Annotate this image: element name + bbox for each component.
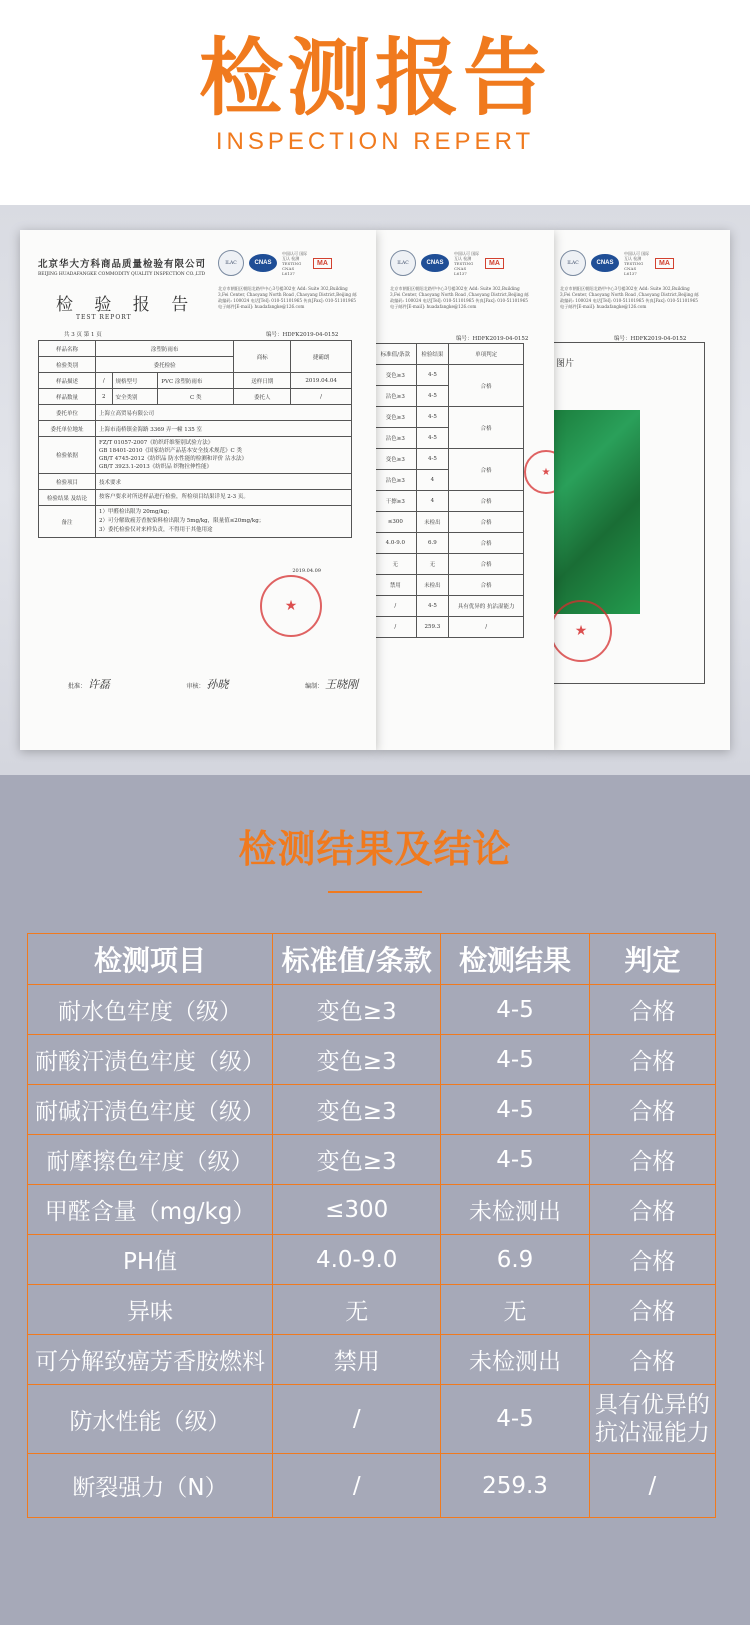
accreditation-note: 中国认可 国际互认 检测 TESTING CNAS L6137 xyxy=(282,250,308,276)
field-value: 2019.04.04 xyxy=(291,373,352,389)
field-value: 上海市南桥镇金海路 3369 弄一幢 135 室 xyxy=(96,421,352,437)
field-label: 样品描述 xyxy=(39,373,96,389)
table-cell: 合格 xyxy=(449,491,524,512)
lab-address: 北京市朝阳区朝阳北路甲中心3号楼302室 Add: Suite 302,Building 3,Fei Center, Chaoyang North Road ,Chaoyang District,Beijing 邮政编码: 100024 电话[Tel]: 010-51101965 传真[Fax]: 010-51101965 电子邮件[E-mail]: huadafangke@126.com xyxy=(560,286,699,309)
field-label: 委托单位 xyxy=(39,405,96,421)
table-row xyxy=(28,1135,716,1185)
field-value: / xyxy=(291,389,352,405)
table-cell: 沾色≥3 xyxy=(376,428,416,449)
standard-cell: 禁用 xyxy=(273,1335,441,1385)
verdict-cell: 合格 xyxy=(589,1135,715,1185)
ilac-logo-icon: ILAC xyxy=(218,250,244,276)
report-title-en: TEST REPORT xyxy=(76,314,132,321)
field-value xyxy=(96,506,352,538)
report-title: 检 验 报 告 xyxy=(56,295,197,315)
table-cell: 无 xyxy=(416,554,449,575)
field-label: 委托人 xyxy=(234,389,291,405)
field-value: 技术要求 xyxy=(96,474,352,490)
field-label: 安全类别 xyxy=(112,389,158,405)
header-cell: 单项判定 xyxy=(449,344,524,365)
result-cell: 4-5 xyxy=(441,985,589,1035)
result-cell: 4-5 xyxy=(441,1085,589,1135)
standard-cell: 4.0-9.0 xyxy=(273,1235,441,1285)
item-cell: 耐摩擦色牢度（级） xyxy=(28,1135,273,1185)
edit-label: 编制： 王晓刚 xyxy=(305,678,358,691)
item-cell: 断裂强力（N） xyxy=(28,1454,273,1518)
standard-line: FZ/T 01057-2007《纺织纤维鉴别试验方法》 xyxy=(99,440,214,446)
cert-logos xyxy=(560,250,674,276)
item-cell: 可分解致癌芳香胺燃料 xyxy=(28,1335,273,1385)
table-cell: 4-5 xyxy=(416,365,449,386)
verdict-cell: 合格 xyxy=(589,1185,715,1235)
result-cell: 未检测出 xyxy=(441,1185,589,1235)
table-cell: 4-5 xyxy=(416,386,449,407)
item-cell: 异味 xyxy=(28,1285,273,1335)
field-label: 备注 xyxy=(39,506,96,538)
table-cell: 合格 xyxy=(449,449,524,491)
field-value: 捷霸朗 xyxy=(291,341,352,373)
table-cell: 无 xyxy=(376,554,416,575)
report-number: 编号：HDFK2019-04-0152 xyxy=(266,332,339,338)
result-cell: 6.9 xyxy=(441,1235,589,1285)
item-cell: 耐碱汗渍色牢度（级） xyxy=(28,1085,273,1135)
header-verdict: 判定 xyxy=(589,934,715,985)
table-cell: 未检出 xyxy=(416,575,449,596)
verdict-cell: 合格 xyxy=(589,1335,715,1385)
table-cell: 4-5 xyxy=(416,407,449,428)
standard-cell: ≤300 xyxy=(273,1185,441,1235)
cma-logo-icon: MA xyxy=(485,258,504,269)
standard-cell: 无 xyxy=(273,1285,441,1335)
table-row xyxy=(28,1085,716,1135)
table-cell: 4.0-9.0 xyxy=(376,533,416,554)
header-cell: 标准值/条款 xyxy=(376,344,416,365)
standard-cell: 变色≥3 xyxy=(273,1035,441,1085)
field-label: 检验项目 xyxy=(39,474,96,490)
table-row xyxy=(28,1035,716,1085)
field-value: 2 xyxy=(96,389,113,405)
header-standard: 标准值/条款 xyxy=(273,934,441,985)
item-cell: 耐酸汗渍色牢度（级） xyxy=(28,1035,273,1085)
field-value xyxy=(96,437,352,474)
table-cell: 合格 xyxy=(449,512,524,533)
table-cell: 4 xyxy=(416,470,449,491)
table-cell: 沾色≥3 xyxy=(376,470,416,491)
report-form xyxy=(38,340,352,574)
table-cell: 4 xyxy=(416,491,449,512)
field-value: PVC 涂塑防雨布 xyxy=(158,373,234,389)
results-table xyxy=(27,933,716,1518)
table-cell: / xyxy=(376,596,416,617)
table-cell: 6.9 xyxy=(416,533,449,554)
verdict-cell: 合格 xyxy=(589,1035,715,1085)
table-cell: 干擦≥3 xyxy=(376,491,416,512)
table-cell: 合格 xyxy=(449,575,524,596)
result-cell: 4-5 xyxy=(441,1385,589,1454)
accreditation-note: 中国认可 国际互认 检测 TESTING CNAS L6137 xyxy=(454,250,480,276)
field-label: 样品数量 xyxy=(39,389,96,405)
table-row xyxy=(28,1454,716,1518)
item-cell: 防水性能（级） xyxy=(28,1385,273,1454)
standard-line: GB/T 4745-2012《纺织品 防水性能的检测和评价 沾水法》 xyxy=(99,456,248,462)
verdict-cell: 合格 xyxy=(589,985,715,1035)
table-cell: 未检出 xyxy=(416,512,449,533)
cert-logos xyxy=(390,250,504,276)
field-value: C 类 xyxy=(158,389,234,405)
table-row xyxy=(28,1185,716,1235)
field-value: 委托检验 xyxy=(96,357,234,373)
note-line: 1）甲醛检出限为 20mg/kg； xyxy=(99,509,173,515)
report-photo xyxy=(0,205,750,775)
verdict-cell: 合格 xyxy=(589,1235,715,1285)
result-cell: 4-5 xyxy=(441,1035,589,1085)
field-label: 送样日期 xyxy=(234,373,291,389)
cnas-logo-icon: CNAS xyxy=(249,254,277,272)
standard-line: GB 18401-2010《国家纺织产品基本安全技术规范》C 类 xyxy=(99,448,242,454)
result-cell: 259.3 xyxy=(441,1454,589,1518)
table-cell: 合格 xyxy=(449,365,524,407)
standard-cell: / xyxy=(273,1385,441,1454)
inspection-seal-icon: ★ xyxy=(260,575,322,637)
note-line: 2）可分解致癌芳香胺染料检出限为 5mg/kg，限量值≤20mg/kg； xyxy=(99,518,265,524)
field-label: 检验依据 xyxy=(39,437,96,474)
inspection-seal-icon: ★ xyxy=(524,450,554,494)
table-cell: / xyxy=(376,617,416,638)
inspection-seal-icon: ★ xyxy=(554,600,612,662)
table-row xyxy=(28,1285,716,1335)
section-title: 检测结果及结论 xyxy=(238,827,512,871)
table-cell: 禁用 xyxy=(376,575,416,596)
table-cell: 合格 xyxy=(449,533,524,554)
table-row xyxy=(28,1385,716,1454)
field-label: 委托单位地址 xyxy=(39,421,96,437)
table-header-row xyxy=(28,934,716,985)
field-label: 检验结果 及结论 xyxy=(39,490,96,506)
field-value: / xyxy=(96,373,113,389)
table-cell: 具有优异的 抗沾湿能力 xyxy=(449,596,524,617)
item-cell: 耐水色牢度（级） xyxy=(28,985,273,1035)
standard-cell: 变色≥3 xyxy=(273,985,441,1035)
verdict-line: 抗沾湿能力 xyxy=(594,1420,710,1446)
item-cell: 甲醛含量（mg/kg） xyxy=(28,1185,273,1235)
verdict-cell: / xyxy=(589,1454,715,1518)
mid-results-table xyxy=(376,343,524,638)
table-cell: 变色≥3 xyxy=(376,449,416,470)
result-cell: 未检测出 xyxy=(441,1335,589,1385)
table-cell: 259.3 xyxy=(416,617,449,638)
table-cell: 变色≥3 xyxy=(376,407,416,428)
item-cell: PH值 xyxy=(28,1235,273,1285)
cnas-logo-icon: CNAS xyxy=(591,254,619,272)
report-number: 编号：HDFK2019-04-0152 xyxy=(614,336,687,342)
field-label: 规格型号 xyxy=(112,373,158,389)
ilac-logo-icon: ILAC xyxy=(560,250,586,276)
ilac-logo-icon: ILAC xyxy=(390,250,416,276)
standard-cell: 变色≥3 xyxy=(273,1085,441,1135)
verdict-line: 具有优异的 xyxy=(594,1392,710,1418)
cnas-logo-icon: CNAS xyxy=(421,254,449,272)
cma-logo-icon: MA xyxy=(313,258,332,269)
table-cell: / xyxy=(449,617,524,638)
standard-cell: / xyxy=(273,1454,441,1518)
field-label: 检验类别 xyxy=(39,357,96,373)
table-cell: 4-5 xyxy=(416,449,449,470)
table-cell: 沾色≥3 xyxy=(376,386,416,407)
report-page-2 xyxy=(376,230,554,750)
lab-name-en: BEIJING HUADAFANGKE COMMODITY QUALITY INSPECTION CO.,LTD xyxy=(38,272,206,277)
sign-date: 2019.04.09 xyxy=(292,568,321,574)
standard-cell: 变色≥3 xyxy=(273,1135,441,1185)
fabric-sample-photo xyxy=(554,410,640,614)
table-cell: 合格 xyxy=(449,554,524,575)
verdict-cell xyxy=(589,1385,715,1454)
table-cell: 变色≥3 xyxy=(376,365,416,386)
field-value: 上海立高贸易有限公司 xyxy=(96,405,352,421)
lab-address: 北京市朝阳区朝阳北路甲中心3号楼302室 Add: Suite 302,Building 3,Fei Center, Chaoyang North Road ,Chaoyang District,Beijing 邮政编码: 100024 电话[Tel]: 010-51101965 传真[Fax]: 010-51101965 电子邮件[E-mail]: huadafangke@126.com xyxy=(218,286,357,309)
cma-logo-icon: MA xyxy=(655,258,674,269)
page-title: 检测报告 xyxy=(198,29,551,127)
result-cell: 4-5 xyxy=(441,1135,589,1185)
table-cell: 4-5 xyxy=(416,596,449,617)
table-row xyxy=(28,985,716,1035)
table-cell: 4-5 xyxy=(416,428,449,449)
section-divider xyxy=(328,891,422,893)
report-page-1 xyxy=(20,230,376,750)
verdict-cell: 合格 xyxy=(589,1085,715,1135)
signature-row xyxy=(68,676,358,692)
conclusion-text: 按客户要求对所送样品进行检验，所检项目结果详见 2-3 页。 xyxy=(99,494,249,500)
page-count: 共 3 页 第 1 页 xyxy=(64,332,102,338)
review-label: 审核： 孙晓 xyxy=(186,678,229,691)
table-row xyxy=(28,1335,716,1385)
lab-address: 北京市朝阳区朝阳北路甲中心3号楼302室 Add: Suite 302,Building 3,Fei Center, Chaoyang North Road ,Chaoyang District,Beijing 邮政编码: 100024 电话[Tel]: 010-51101965 传真[Fax]: 010-51101965 电子邮件[E-mail]: huadafangke@126.com xyxy=(390,286,529,309)
cert-logos xyxy=(218,250,332,276)
standard-line: GB/T 3923.1-2013《纺织品 织物拉伸性能》 xyxy=(99,464,213,470)
accreditation-note: 中国认可 国际互认 检测 TESTING CNAS L6137 xyxy=(624,250,650,276)
field-label: 商标 xyxy=(234,341,291,373)
header-cell: 检验结果 xyxy=(416,344,449,365)
field-label: 样品名称 xyxy=(39,341,96,357)
table-row xyxy=(28,1235,716,1285)
table-cell: ≤300 xyxy=(376,512,416,533)
field-value: 涂塑防雨布 xyxy=(96,341,234,357)
result-cell: 无 xyxy=(441,1285,589,1335)
table-cell: 合格 xyxy=(449,407,524,449)
lab-name: 北京华大方科商品质量检验有限公司 xyxy=(38,259,207,270)
header-result: 检测结果 xyxy=(441,934,589,985)
verdict-cell: 合格 xyxy=(589,1285,715,1335)
photo-caption: 图片 xyxy=(556,359,575,369)
report-page-3 xyxy=(554,230,730,750)
page-subtitle: INSPECTION REPERT xyxy=(215,128,535,155)
note-line: 3）委托检验仅对来样负责，不得用于其他用途 xyxy=(99,527,213,533)
approve-label: 批准： 许磊 xyxy=(68,678,110,691)
header-item: 检测项目 xyxy=(28,934,273,985)
report-number: 编号：HDFK2019-04-0152 xyxy=(456,336,529,342)
